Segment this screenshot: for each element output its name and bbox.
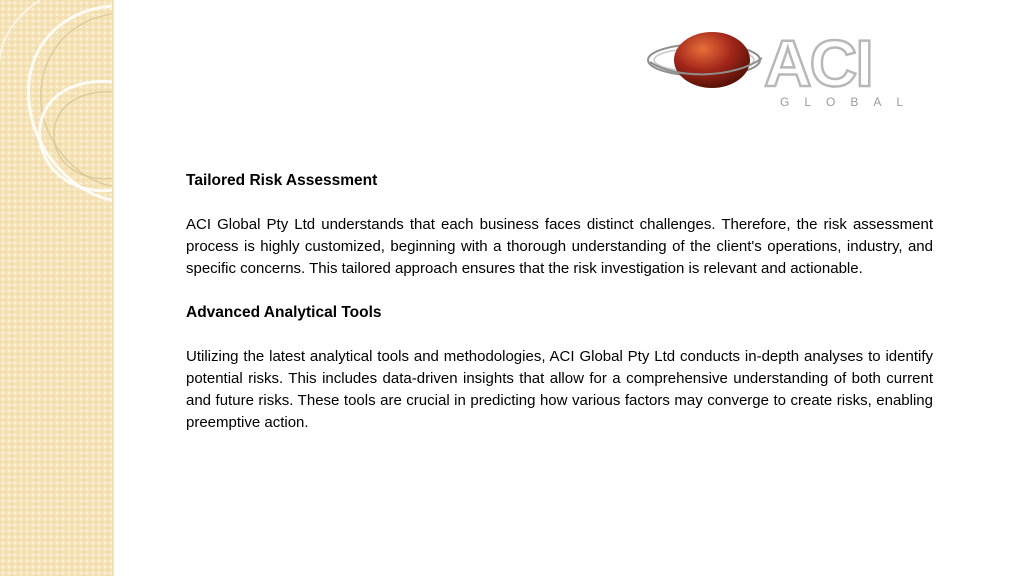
section-heading-tailored-risk: Tailored Risk Assessment	[186, 172, 378, 189]
decorative-side-panel	[0, 0, 112, 576]
decorative-arcs	[0, 0, 112, 576]
logo-globe-icon	[674, 32, 750, 88]
side-panel-edge	[112, 0, 115, 576]
section-body-analytical-tools: Utilizing the latest analytical tools and methodologies, ACI Global Pty Ltd conducts in-depth analyses to identify potential risks. This includes data-driven insights that allow for a comprehensive understanding of both current and future risks. These tools are crucial in predicting how various factors may converge to create risks, enabling preemptive action.	[186, 348, 933, 431]
logo-subtitle: GLOBAL	[780, 95, 919, 109]
logo-wordmark: ACI	[764, 30, 872, 100]
section-body-tailored-risk: ACI Global Pty Ltd understands that each business faces distinct challenges. Therefore, the risk assessment process is highly customized, beginning with a thorough understanding of the client's operations, industry, and specific concerns. This tailored approach ensures that the risk investigation is relevant and actionable.	[186, 216, 933, 277]
section-heading-analytical-tools: Advanced Analytical Tools	[186, 304, 382, 321]
main-content	[186, 170, 933, 456]
